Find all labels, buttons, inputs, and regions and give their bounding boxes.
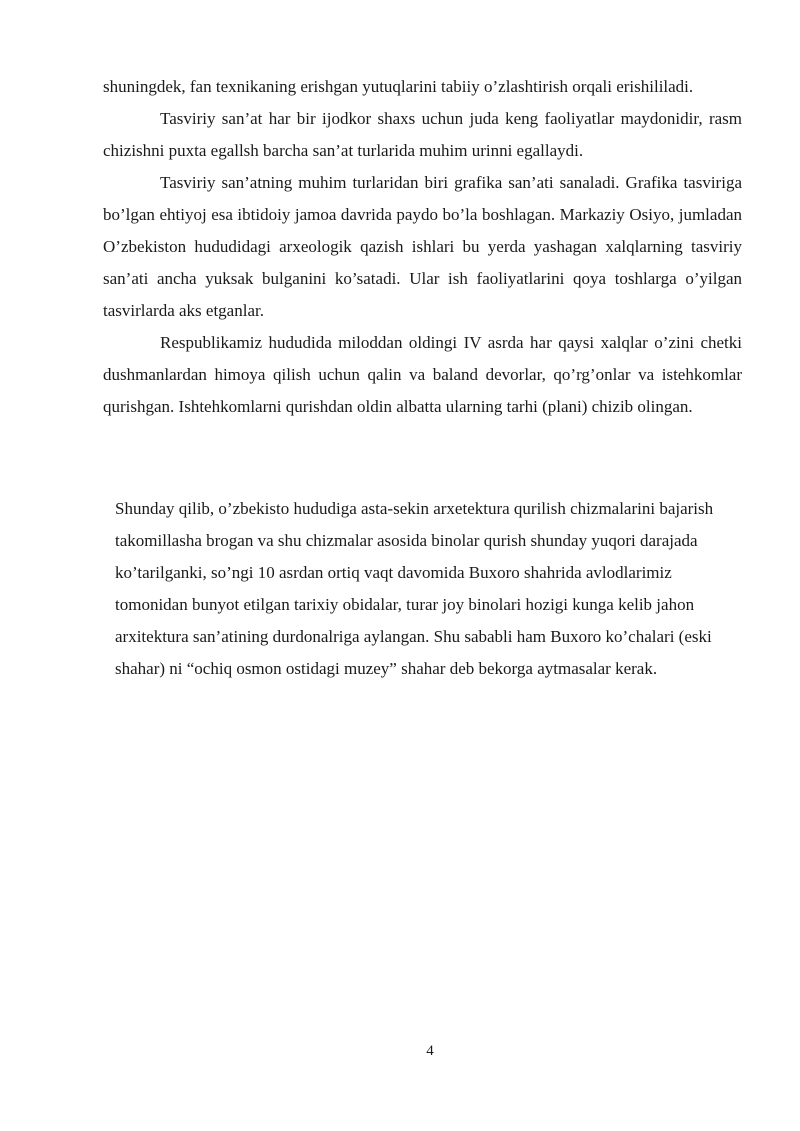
- body-text: [103, 71, 742, 423]
- body-text-secondary: [115, 493, 727, 685]
- paragraph-bukhara: Shunday qilib, o’zbekisto hududiga asta-sekin arxetektura qurilish chizmalarini bajarish takomillasha brogan va shu chizmalar asosida binolar qurish shunday yuqori darajada ko’tarilganki, so’ngi 10 asrdan ortiq vaqt davomida Buxoro shahrida avlodlarimiz tomonidan bunyot etilgan tarixiy obidalar, turar joy binolari hozigi kunga kelib jahon arxitektura san’atining durdonalriga aylangan. Shu sababli ham Buxoro ko’chalari (eski shahar) ni “ochiq osmon ostidagi muzey” shahar deb bekorga aytmasalar kerak.: [115, 499, 714, 678]
- paragraph-graphic-art: Tasviriy san’atning muhim turlaridan biri grafika san’ati sanaladi. Grafika tasviriga bo’lgan ehtiyoj esa ibtidoiy jamoa davrida paydo bo’la boshlagan. Markaziy Osiyo, jumladan O’zbekiston hududidagi arxeologik qazish ishlari bu yerda yashagan xalqlarning tasviriy san’ati ancha yuksak bulganini ko’satadi. Ular ish faoliyatlarini qoya toshlarga o’yilgan tasvirlarda aks etganlar.: [103, 173, 742, 320]
- paragraph-continuation: shuningdek, fan texnikaning erishgan yutuqlarini tabiiy o’zlashtirish orqali erishililadi.: [103, 77, 694, 96]
- paragraph-fine-art: Tasviriy san’at har bir ijodkor shaxs uchun juda keng faoliyatlar maydonidir, rasm chizishni puxta egallsh barcha san’at turlarida muhim urinni egallaydi.: [103, 109, 742, 160]
- page-number: 4: [426, 1043, 434, 1059]
- paragraph-fortifications: Respublikamiz hududida miloddan oldingi IV asrda har qaysi xalqlar o’zini chetki dushmanlardan himoya qilish uchun qalin va baland devorlar, qo’rg’onlar va istehkomlar qurishgan. Ishtehkomlarni qurishdan oldin albatta ularning tarhi (plani) chizib olingan.: [103, 333, 742, 416]
